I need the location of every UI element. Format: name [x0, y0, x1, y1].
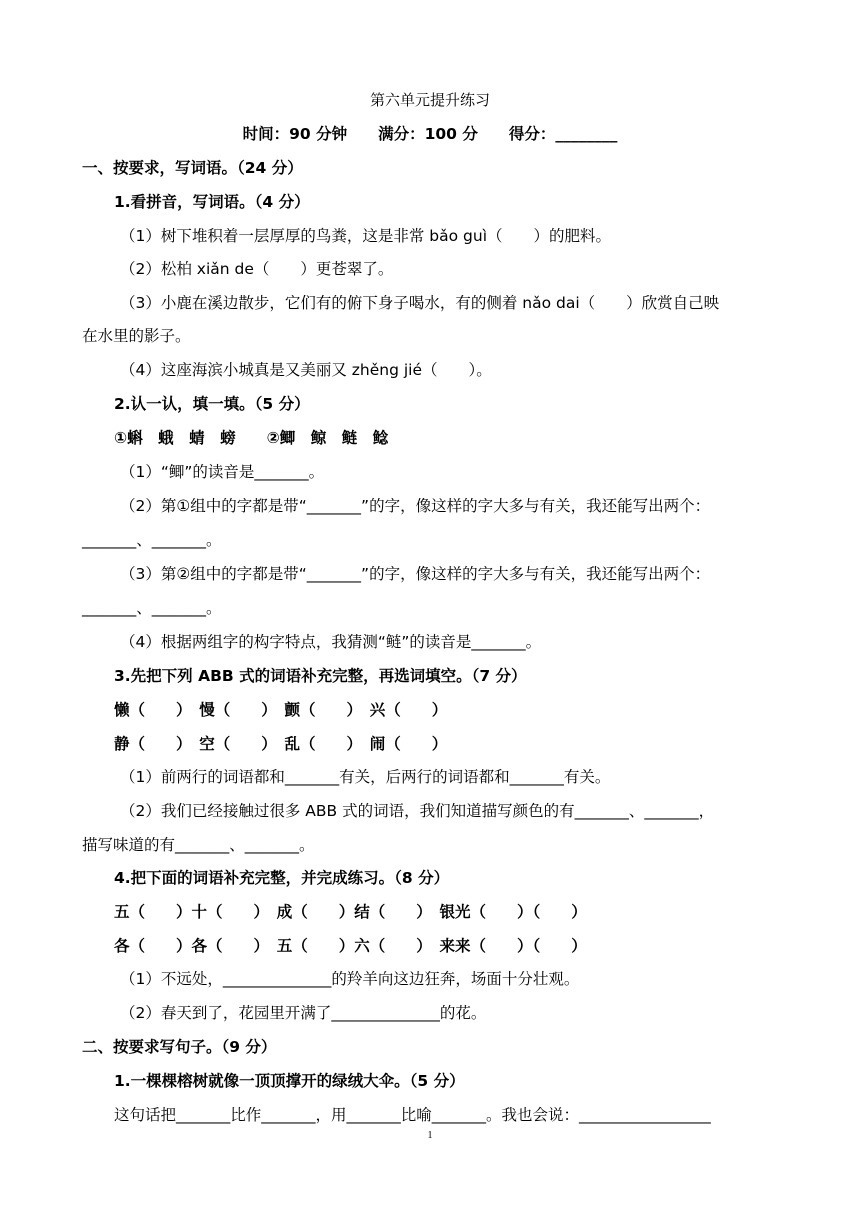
q1-item-2: （2）松柏 xiǎn de（ ）更苍翠了。: [120, 260, 394, 278]
q4-item-1: （1）不远处，______________的羚羊向这边狂奔，场面十分壮观。: [120, 970, 580, 988]
q1-item-1: （1）树下堆积着一层厚厚的鸟粪，这是非常 bǎo guì（ ）的肥料。: [120, 227, 612, 245]
q3-word-row-1: 懒（ ） 慢（ ） 颤（ ） 兴（ ）: [114, 701, 448, 719]
q3-heading: 3.先把下列 ABB 式的词语补充完整，再选词填空。（7 分）: [114, 667, 527, 685]
q4-word-row-2: 各（ ）各（ ） 五（ ）六（ ） 来来（ ）（ ）: [114, 937, 587, 955]
q2-item-2-cont: _______、_______。: [82, 531, 222, 549]
q2-item-3-cont: _______、_______。: [82, 599, 222, 617]
q1-item-3: （3）小鹿在溪边散步，它们有的俯下身子喝水，有的侧着 nǎo dai（ ）欣赏自己映: [120, 294, 720, 312]
q2-item-1: （1）“鲫”的读音是_______。: [120, 463, 325, 481]
q2-item-2: （2）第①组中的字都是带“_______”的字，像这样的字大多与有关，我还能写出两个：: [120, 497, 711, 515]
q3-item-1: （1）前两行的词语都和_______有关，后两行的词语都和_______有关。: [120, 768, 611, 786]
q1-item-4: （4）这座海滨小城真是又美丽又 zhěng jié（ ）。: [120, 361, 492, 379]
q2-char-groups: ①蝌 蛾 蜻 螃 ②鲫 鲸 鲢 鲶: [114, 429, 389, 447]
q2-item-3: （3）第②组中的字都是带“_______”的字，像这样的字大多与有关，我还能写出两个：: [120, 565, 711, 583]
page-number: 1: [427, 1130, 433, 1141]
q1-item-3-cont: 在水里的影子。: [82, 327, 191, 345]
q3-word-row-2: 静（ ） 空（ ） 乱（ ） 闹（ ）: [114, 735, 448, 753]
exam-info: 时间：90 分钟 满分：100 分 得分：________: [242, 125, 618, 143]
q4-item-2: （2）春天到了，花园里开满了______________的花。: [120, 1004, 487, 1022]
s2-q1-heading: 1.一棵棵榕树就像一顶顶撑开的绿绒大伞。（5 分）: [114, 1072, 465, 1090]
q2-heading: 2.认一认，填一填。（5 分）: [114, 395, 310, 413]
s2-q1-text: 这句话把_______比作_______，用_______比喻_______。我也会说：_________________: [114, 1106, 711, 1124]
q1-heading: 1.看拼音，写词语。（4 分）: [114, 193, 310, 211]
q3-item-2-cont: 描写味道的有_______、_______。: [82, 836, 315, 854]
section-2-heading: 二、按要求写句子。（9 分）: [82, 1038, 277, 1056]
q3-item-2: （2）我们已经接触过很多 ABB 式的词语，我们知道描写颜色的有_______、_______，: [120, 802, 715, 820]
q2-item-4: （4）根据两组字的构字特点，我猜测“鲢”的读音是_______。: [120, 633, 542, 651]
document-title: 第六单元提升练习: [369, 91, 490, 109]
q4-word-row-1: 五（ ）十（ ） 成（ ）结（ ） 银光（ ）（ ）: [114, 903, 587, 921]
q4-heading: 4.把下面的词语补充完整，并完成练习。（8 分）: [114, 869, 450, 887]
section-1-heading: 一、按要求，写词语。（24 分）: [82, 159, 303, 177]
